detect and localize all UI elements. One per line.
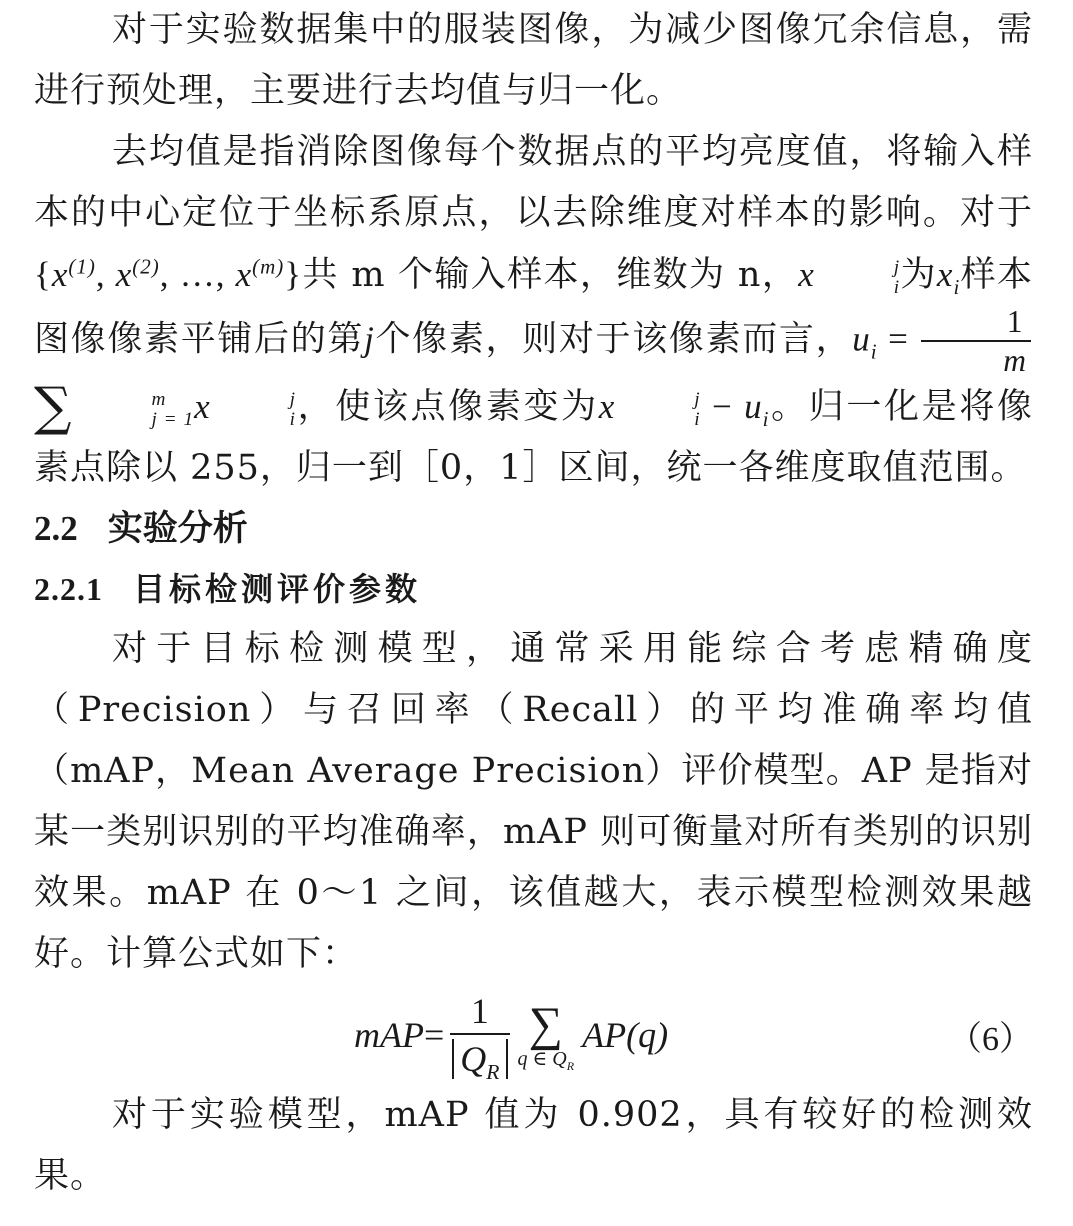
math-j: j [364, 319, 375, 359]
math-comma: , [215, 255, 236, 294]
denominator-q: Q [460, 1039, 487, 1079]
math-superscript: (1) [68, 254, 96, 279]
math-x: x [235, 255, 253, 294]
set-close-brace: } [284, 255, 303, 294]
equation-body [354, 985, 668, 1085]
subsection-heading [34, 559, 1033, 619]
section-number: 2.2 [34, 509, 78, 548]
text-span: ，使该点像素变为 [295, 387, 599, 427]
subsection-number: 2.2.1 [34, 571, 103, 607]
abs-bars [452, 1039, 507, 1085]
math-comma: , [95, 255, 116, 294]
fraction-denominator: m [1003, 342, 1027, 378]
math-sub-i: i [694, 408, 701, 430]
equation-equals: = [423, 1015, 445, 1055]
math-sup-j: j [893, 257, 901, 279]
math-sub-i: i [870, 339, 878, 364]
math-comma: , [159, 255, 180, 294]
paragraph-result: 对于实验模型，mAP 值为 0.902，具有较好的检测效果。 [34, 1095, 1033, 1196]
sum-lower: j = 1 [151, 408, 195, 430]
equation-fraction [450, 991, 509, 1085]
text-span: 共 m 个输入样本，维数为 n， [302, 255, 799, 295]
math-x: x [798, 255, 815, 294]
math-sub-i: i [953, 275, 961, 299]
paragraph-preprocessing: 对于实验数据集中的服装图像，为减少图像冗余信息，需进行预处理，主要进行去均值与归一化。 [34, 10, 1033, 111]
text-span: 为 [900, 255, 937, 295]
sum-upper: m [151, 389, 167, 411]
sum-symbol: ∑ [34, 376, 73, 438]
text-span: 去均值是指消除图像每个数据点的平均亮度值，将输入样本的中心定位于坐标系原点，以去除维度对样本的影响。对于 [34, 132, 1033, 233]
equation-6 [34, 985, 1033, 1085]
math-superscript: (2) [132, 254, 160, 279]
math-ellipsis: … [179, 255, 216, 294]
math-x: x [51, 255, 69, 294]
math-minus: − [700, 387, 745, 426]
sum-lower-text: q ∈ Q [517, 1048, 567, 1070]
equation-sum [517, 998, 575, 1073]
text-span: 。归一化是将像素点除以 255，归一到［0，1］区间，统一各维度取值范围。 [34, 387, 1033, 488]
math-x: x [936, 255, 954, 294]
paragraph-map-definition: 对于目标检测模型，通常采用能综合考虑精确度（Precision）与召回率（Recall）的平均准确率均值（mAP，Mean Average Precision）评价模型。AP 是指对某一类别识别的平均准确率，mAP 则可衡量对所有类别的识别效果。mAP 在 0～1 之间，该值越大，表示模型检测效果越好。计算公式如下： [34, 629, 1033, 974]
math-sub-i: i [893, 276, 901, 298]
section-title: 实验分析 [107, 509, 248, 549]
equation-rhs: AP(q) [582, 1015, 669, 1055]
math-equals: = [877, 319, 920, 359]
math-sub-i: i [762, 407, 770, 431]
math-sup-j: j [694, 389, 701, 411]
section-heading [34, 499, 1033, 559]
math-sub-i: i [289, 408, 296, 430]
equation-denominator [450, 1035, 509, 1085]
math-fraction [921, 306, 1031, 376]
equation-numerator: 1 [450, 993, 509, 1035]
text-span: 样本图像像素平铺后的第 [34, 255, 1034, 360]
fraction-numerator: 1 [921, 306, 1031, 342]
set-open-brace: { [34, 255, 52, 294]
math-sup-j: j [289, 389, 296, 411]
paragraph-mean-removal [34, 122, 1033, 499]
math-x: x [115, 255, 133, 294]
subsection-title: 目标检测评价参数 [133, 570, 422, 608]
math-x: x [194, 387, 211, 426]
equation-number: （6） [948, 1020, 1033, 1058]
sum-lower-sub: R [566, 1059, 575, 1073]
math-supsub [212, 390, 296, 429]
text-span: 个像素，则对于该像素而言， [374, 319, 853, 360]
denominator-sub: R [486, 1060, 500, 1085]
math-u: u [852, 319, 871, 359]
sum-symbol: ∑ [528, 998, 563, 1051]
sum-limits [73, 390, 194, 429]
equation-lhs: mAP [354, 1015, 424, 1055]
math-supsub [616, 390, 700, 429]
math-supsub [816, 258, 900, 297]
math-u: u [744, 387, 763, 426]
sum-lower-limit [517, 1048, 575, 1073]
math-x: x [598, 387, 616, 426]
math-superscript: (m) [252, 254, 285, 279]
